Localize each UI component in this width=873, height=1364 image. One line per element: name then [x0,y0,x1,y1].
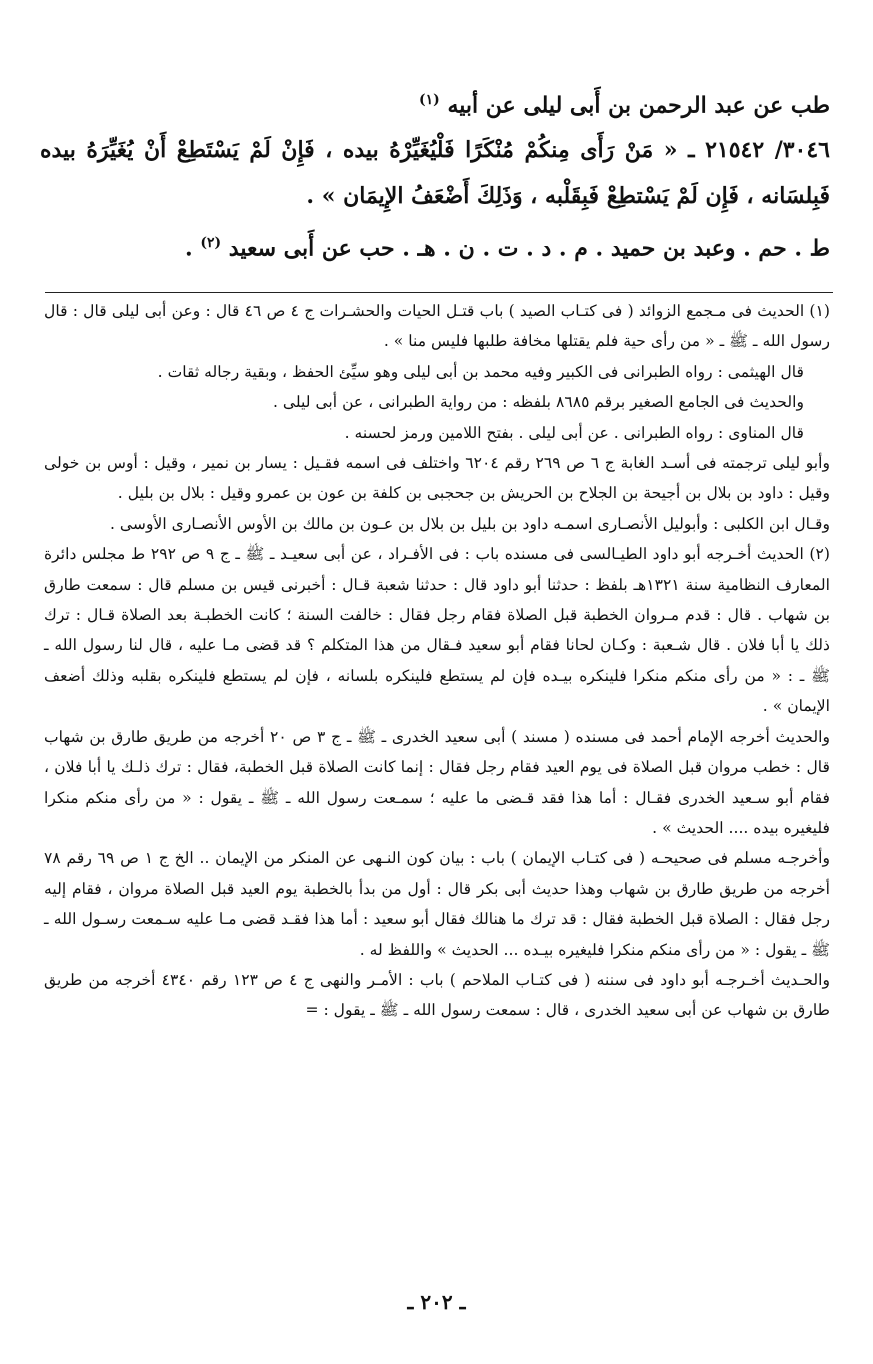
footnote-1-para-1: (١) الحديث فى مـجمع الزوائد ( فى كتـاب الصيد ) باب قتـل الحيات والحشـرات ج ٤ ص ٤٦ قال : وعن أبى ليلى قال : قال رسول الله ـ ﷺ ـ « من رأى حية فلم يقتلها مخافة طلبها فليس منا » . [44,302,830,351]
main-text [40,78,830,271]
main-line-sources [40,221,830,270]
narrator-text: طب عن عبد الرحمن بن أَبى ليلى عن أبيه [447,92,830,119]
footnote-ref-2: (٢) [200,235,222,252]
page-number: ـ ٢٠٢ ـ [407,1290,466,1314]
footnote-1-para-3: والحديث فى الجامع الصغير برقم ٨٦٨٥ بلفظه : من رواية الطبرانى ، عن أبى ليلى . [272,393,804,412]
footnote-1-para-6: وقـال ابن الكلبى : وأبوليل الأنصـارى اسمـه داود بن بليل بن بلال بن عـون بن مالك بن الأوس الأنصـارى الأوسى . [109,514,830,533]
footnote-2-para-4: والحـديث أخـرجـه أبو داود فى سننه ( فى كتـاب الملاحم ) باب : الأمـر والنهى ج ٤ ص ١٢٣ رقم ٤٣٤٠ أخرجه من طريق طارق بن شهاب عن أبى سعيد الخدرى ، قال : سمعت رسول الله ـ ﷺ ـ يقول : = [44,970,830,1020]
footnote-2-para-1: (٢) الحديث أخـرجه أبو داود الطيـالسى فى مسنده باب : فى الأفـراد ، عن أبى سعيـد ـ ﷺ ـ ج ٩ ص ٢٩٢ ط مجلس دائرة المعارف النظامية سنة ١٣٢١هـ بلفظ : حدثنا أبو داود قال : حدثنا شعبة قـال : أخبرنى قيس بن مسلم قال : سمعت طارق بن شهاب . قال : قدم مـروان الخطبة قبل الصلاة فقام رجل فقال : خالفت السنة ؛ كانت الخطبـة بعد الصلاة قـال : ترك ذلك يا أبا فلان . قال شـعبة : وكـان لحانا فقام أبو سعيد فـقال من هذا المتكلم ؟ قد قضى مـا عليه ، قال لنا رسول الله ـ ﷺ ـ : « من رأى منكم منكرا فلينكره بيـده فإن لم يستطع فلينكره بلسانه ، فإن لم يستطع فلينكره بقلبه وذلك أضعف الإيمان » . [44,545,830,716]
footnote-1-para-2: قال الهيثمى : رواه الطبرانى فى الكبير وفيه محمد بن أبى ليلى وهو سيِّئ الحفظ ، وبقية رجاله ثقات . [157,362,804,381]
main-line-narrator [40,78,830,127]
footnote-2-para-3: وأخرجـه مسلم فى صحيحـه ( فى كتـاب الإيمان ) باب : بيان كون النـهى عن المنكر من الإيمان .. الخ ج ١ ص ٦٩ رقم ٧٨ أخرجه من طريق طارق بن شهاب وهذا حديث أبى بكر قال : أول من بدأ بالخطبة يوم العيد قبل الصلاة مروان ، فقام إليه رجل فقال : الصلاة قبل الخطبة فقال : قد ترك ما هنالك فقال أبو سعيد : أما هذا فقـد قضى مـا عليه سـمعت رسـول الله ـ ﷺ ـ يقول : « من رأى منكم منكرا فليغيره بيـده ... الحديث » واللفظ له . [44,849,830,959]
footnote-2-para-2: والحديث أخرجه الإمام أحمد فى مسنده ( مسند ) أبى سعيد الخدرى ـ ﷺ ـ ج ٣ ص ٢٠ أخرجه من طريق طارق بن شهاب قال : خطب مروان قبل الصلاة فى يوم العيد فقام رجل فقال : إنما كانت الصلاة قبل الخطبة، فقال : ترك ذلـك يا أبا فلان ، فقام أبو سـعيد الخدرى فقـال : أما هذا فقد قـضى ما عليه ؛ سمـعت رسول الله ـ ﷺ ـ يقول : « من رأى منكم منكرا فليغيره بيده .... الحديث » . [44,727,830,837]
footnote-ref-1: (١) [419,92,440,108]
footnote-divider [45,292,833,293]
sources-text: ط . حم . وعبد بن حميد . م . د . ت . ن . هـ . حب عن أَبى سعيد [228,235,830,262]
footnote-1-para-5: وأبو ليلى ترجمته فى أسـد الغابة ج ٦ ص ٢٦٩ رقم ٦٢٠٤ واختلف فى اسمه فقـيل : يسار بن نمير ، وقيل : أوس بن خولى وقيل : داود بن بلال بن أجيحة بن الجلاح بن الحريش بن جحجبى بن كلفة بن عون بن عمرو وقيل : بلال بن بليل . [44,454,830,503]
hadith-text: ٣٠٤٦/ ٢١٥٤٢ ـ « مَنْ رَأَى مِنكُمْ مُنْكَرًا فَلْيُغَيِّرْهُ بيده ، فَإِنْ لَمْ يَسْتَطِعْ أَنْ يُغَيِّرَهُ بيده فَبِلسَانه ، فَإِن لَمْ يَسْتطِعْ فَبِقَلْبه ، وَذَلِكَ أَضْعَفُ الإِيمَان » . [40,137,830,210]
sources-end: . [184,235,201,262]
footnotes [44,296,830,1026]
footnote-1-para-4: قال المناوى : رواه الطبرانى . عن أبى ليلى . بفتح اللامين ورمز لحسنه . [344,423,804,442]
